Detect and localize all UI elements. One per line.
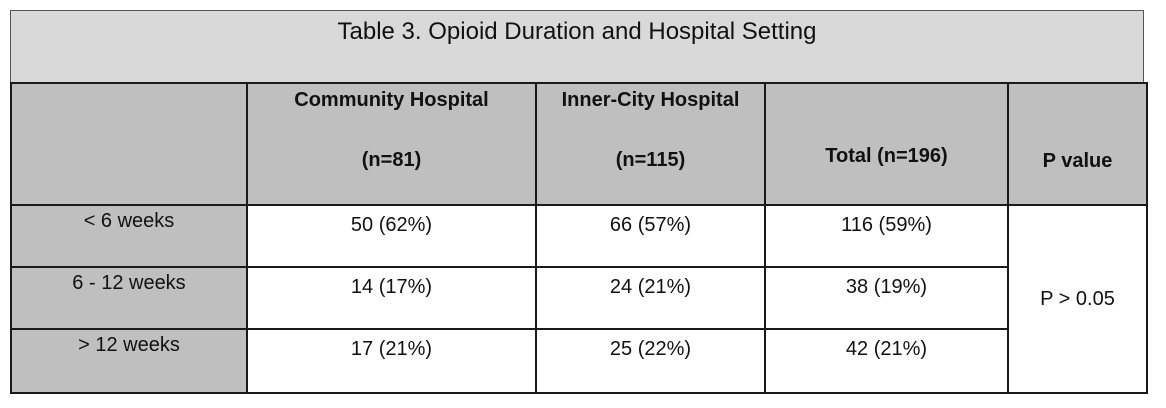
cell-community: 17 (21%) — [247, 329, 536, 393]
cell-total: 42 (21%) — [765, 329, 1008, 393]
header-row — [11, 83, 1147, 205]
header-total-label: Total (n=196) — [825, 145, 948, 167]
cell-total: 116 (59%) — [765, 205, 1008, 267]
table-row — [11, 205, 1147, 267]
cell-community: 50 (62%) — [247, 205, 536, 267]
header-inner-city-hospital — [536, 83, 765, 205]
cell-innercity: 24 (21%) — [536, 267, 765, 329]
table-frame — [10, 10, 1146, 394]
header-innercity-label: Inner-City Hospital — [561, 89, 740, 111]
table-title-bar — [10, 10, 1144, 82]
table-row — [11, 267, 1147, 329]
header-p-value — [1008, 83, 1147, 205]
cell-innercity: 25 (22%) — [536, 329, 765, 393]
header-pvalue-label: P value — [1042, 150, 1113, 172]
row-label: > 12 weeks — [11, 329, 247, 393]
header-community-count: (n=81) — [361, 149, 422, 171]
header-community-label: Community Hospital — [294, 89, 489, 111]
cell-total: 38 (19%) — [765, 267, 1008, 329]
header-community-hospital — [247, 83, 536, 205]
row-label: 6 - 12 weeks — [11, 267, 247, 329]
data-table — [10, 82, 1148, 394]
table-row — [11, 329, 1147, 393]
cell-innercity: 66 (57%) — [536, 205, 765, 267]
table-title: Table 3. Opioid Duration and Hospital Setting — [337, 18, 817, 45]
cell-p-value: P > 0.05 — [1008, 205, 1147, 393]
cell-community: 14 (17%) — [247, 267, 536, 329]
header-empty-cell — [11, 83, 247, 205]
header-total — [765, 83, 1008, 205]
header-innercity-count: (n=115) — [615, 149, 686, 171]
row-label: < 6 weeks — [11, 205, 247, 267]
